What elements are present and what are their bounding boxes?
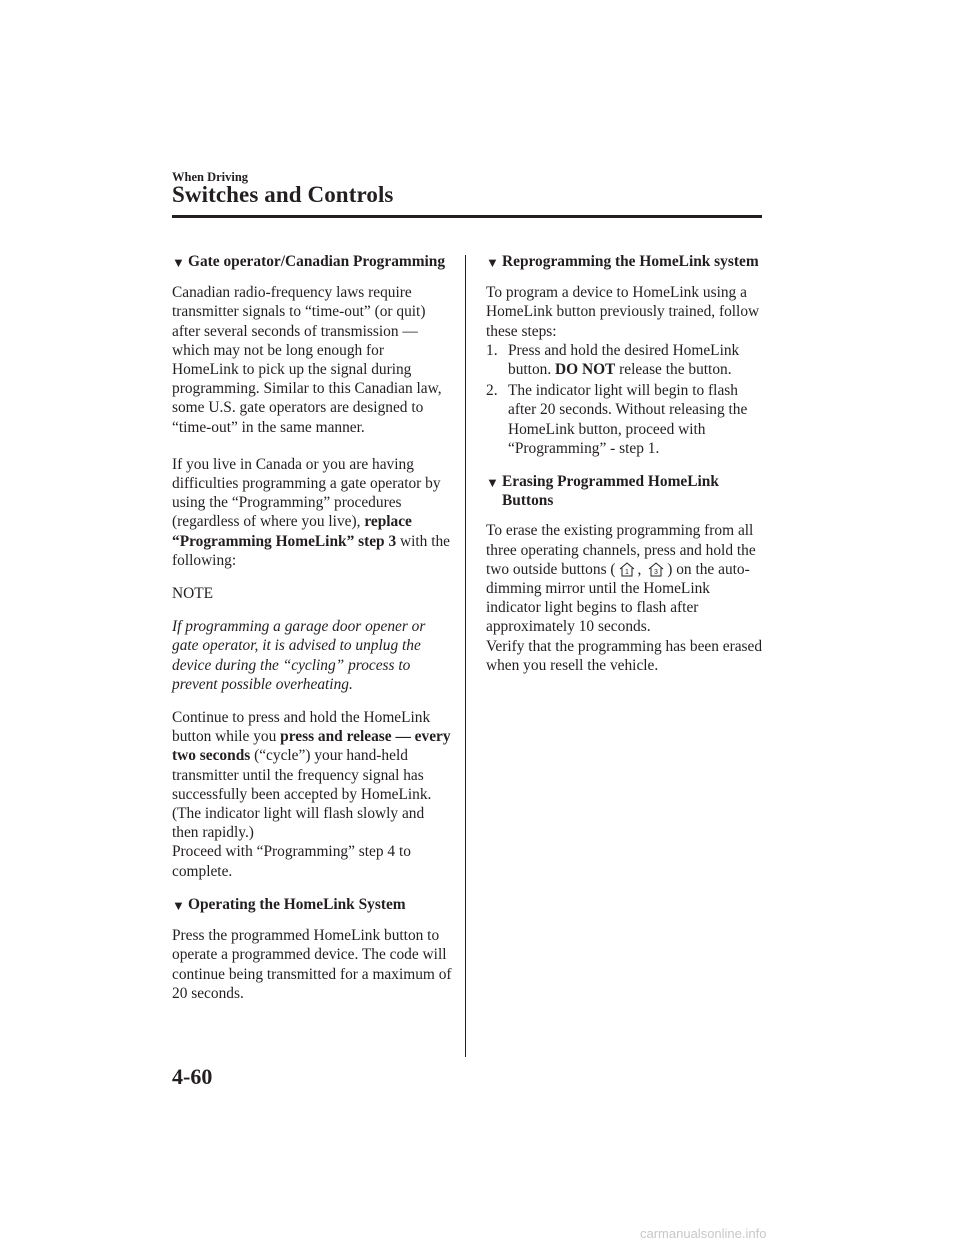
header-section-label: When Driving: [172, 170, 249, 184]
erasing-paragraph-2: Verify that the programming has been erased when you resell the vehicle.: [486, 637, 763, 674]
section-triangle-icon: [172, 252, 188, 272]
watermark: carmanualsonline.info: [640, 1226, 767, 1241]
note-label: NOTE: [172, 585, 214, 603]
step-item: 2. The indicator light will begin to flash after 20 seconds. Without releasing the HomeLink button, proceed with “Programming” - step 1.: [486, 382, 748, 457]
gate-paragraph-4: Proceed with “Programming” step 4 to complete.: [172, 843, 411, 880]
erasing-paragraph: To erase the existing programming from all three operating channels, press and hold the two outside buttons ( 1 , 3 ) on the auto-dimming mirror until the HomeLink indicator light begins to flash after approximately 10 seconds.: [486, 522, 756, 636]
homelink-button-3-icon: [647, 561, 665, 577]
page-title: Switches and Controls: [172, 182, 394, 207]
operating-heading: ▼ Operating the HomeLink System: [172, 895, 452, 915]
reprogramming-steps: [486, 341, 764, 458]
svg-text:3: 3: [654, 568, 659, 576]
gate-paragraph-3: Continue to press and hold the HomeLink button while you press and release ― every two seconds (“cycle”) your hand-held transmitter until the frequency signal has successfully been accepted by HomeLink. (The indicator light will flash slowly and then rapidly.): [172, 709, 451, 842]
reprogramming-intro: To program a device to HomeLink using a HomeLink button previously trained, follow these steps:: [486, 284, 760, 340]
svg-text:1: 1: [624, 568, 629, 576]
note-text: If programming a garage door opener or gate operator, it is advised to unplug the device during the “cycling” process to prevent possible overheating.: [172, 618, 426, 693]
erasing-heading: ▼ Erasing Programmed HomeLink Buttons: [486, 472, 764, 510]
homelink-button-1-icon: [618, 561, 636, 577]
right-column: [486, 252, 764, 689]
page-number: 4-60: [172, 1064, 213, 1089]
gate-paragraph-1: Canadian radio-frequency laws require transmitter signals to “time-out” (or quit) after several seconds of transmission ― which may not be long enough for HomeLink to pick up the signal during programming. Similar to this Canadian law, some U.S. gate operators are designed to “time-out” in the same manner.: [172, 284, 442, 436]
section-triangle-icon: [486, 472, 502, 510]
reprogramming-heading: ▼ Reprogramming the HomeLink system: [486, 252, 764, 272]
step-item: 1. Press and hold the desired HomeLink button. DO NOT release the button.: [486, 341, 740, 379]
header-rule: [172, 215, 762, 218]
gate-paragraph-2: If you live in Canada or you are having difficulties programming a gate operator by using the “Programming” procedures (regardless of where you live), replace “Programming HomeLink” step 3 with the following:: [172, 455, 451, 569]
left-column: [172, 252, 452, 1017]
section-triangle-icon: [486, 252, 502, 272]
operating-paragraph: Press the programmed HomeLink button to operate a programmed device. The code will continue being transmitted for a maximum of 20 seconds.: [172, 927, 452, 1002]
section-triangle-icon: [172, 895, 188, 915]
column-divider: [465, 255, 466, 1057]
gate-operator-heading: ▼ Gate operator/Canadian Programming: [172, 252, 452, 272]
